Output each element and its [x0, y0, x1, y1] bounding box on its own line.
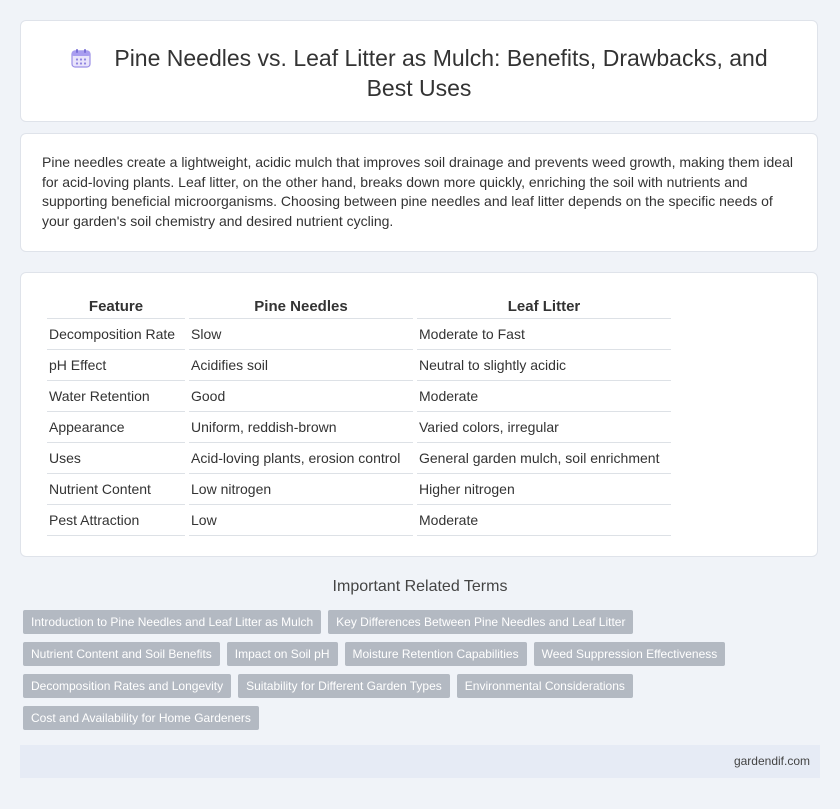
related-terms-title: Important Related Terms — [332, 578, 508, 595]
table-row — [47, 443, 671, 474]
table-row — [47, 505, 671, 536]
related-term-tag[interactable]: Decomposition Rates and Longevity — [23, 674, 231, 698]
cell-pine: Acid-loving plants, erosion control — [189, 443, 413, 474]
comparison-card — [20, 272, 818, 557]
cell-pine: Uniform, reddish-brown — [189, 412, 413, 443]
cell-feature: Decomposition Rate — [47, 319, 185, 350]
page-title-wrap — [61, 43, 777, 103]
cell-feature: Uses — [47, 443, 185, 474]
footer — [20, 745, 820, 778]
cell-pine: Low — [189, 505, 413, 536]
table-row — [47, 381, 671, 412]
cell-leaf: General garden mulch, soil enrichment — [417, 443, 671, 474]
table-row — [47, 412, 671, 443]
related-term-tag[interactable]: Weed Suppression Effectiveness — [534, 642, 726, 666]
related-term-tag[interactable]: Key Differences Between Pine Needles and Leaf Litter — [328, 610, 633, 634]
table-header-row — [47, 295, 671, 319]
related-term-tag[interactable]: Nutrient Content and Soil Benefits — [23, 642, 220, 666]
table-row — [47, 474, 671, 505]
comparison-table — [43, 295, 675, 536]
related-term-tag[interactable]: Suitability for Different Garden Types — [238, 674, 450, 698]
cell-feature: Nutrient Content — [47, 474, 185, 505]
tag-row — [23, 610, 813, 634]
related-terms-tags — [23, 610, 813, 738]
header-leaf-litter: Leaf Litter — [417, 295, 671, 319]
related-term-tag[interactable]: Environmental Considerations — [457, 674, 633, 698]
title-card — [20, 20, 818, 122]
cell-leaf: Moderate — [417, 381, 671, 412]
table-row — [47, 319, 671, 350]
page-title: Pine Needles vs. Leaf Litter as Mulch: Benefits, Drawbacks, and Best Uses — [114, 45, 768, 101]
footer-site-link[interactable]: gardendif.com — [733, 754, 810, 768]
cell-leaf: Neutral to slightly acidic — [417, 350, 671, 381]
intro-paragraph: Pine needles create a lightweight, acidic mulch that improves soil drainage and prevents weed growth, making them ideal for acid-loving plants. Leaf litter, on the other hand, breaks down more quickly, enriching the soil with nutrients and supporting beneficial microorganisms. Choosing between pine needles and leaf litter depends on the specific needs of your garden's soil chemistry and desired nutrient cycling. — [42, 154, 793, 229]
cell-pine: Low nitrogen — [189, 474, 413, 505]
cell-leaf: Moderate to Fast — [417, 319, 671, 350]
tag-row — [23, 674, 813, 698]
cell-pine: Good — [189, 381, 413, 412]
cell-feature: Water Retention — [47, 381, 185, 412]
cell-pine: Acidifies soil — [189, 350, 413, 381]
cell-pine: Slow — [189, 319, 413, 350]
cell-feature: Appearance — [47, 412, 185, 443]
intro-card — [20, 133, 818, 252]
cell-leaf: Moderate — [417, 505, 671, 536]
cell-feature: Pest Attraction — [47, 505, 185, 536]
related-term-tag[interactable]: Impact on Soil pH — [227, 642, 338, 666]
header-feature: Feature — [47, 295, 185, 319]
cell-feature: pH Effect — [47, 350, 185, 381]
tag-row — [23, 706, 813, 730]
related-term-tag[interactable]: Introduction to Pine Needles and Leaf Litter as Mulch — [23, 610, 321, 634]
table-row — [47, 350, 671, 381]
header-pine-needles: Pine Needles — [189, 295, 413, 319]
related-term-tag[interactable]: Cost and Availability for Home Gardeners — [23, 706, 259, 730]
cell-leaf: Varied colors, irregular — [417, 412, 671, 443]
cell-leaf: Higher nitrogen — [417, 474, 671, 505]
tag-row — [23, 642, 813, 666]
related-term-tag[interactable]: Moisture Retention Capabilities — [345, 642, 527, 666]
calendar-icon — [70, 47, 92, 69]
